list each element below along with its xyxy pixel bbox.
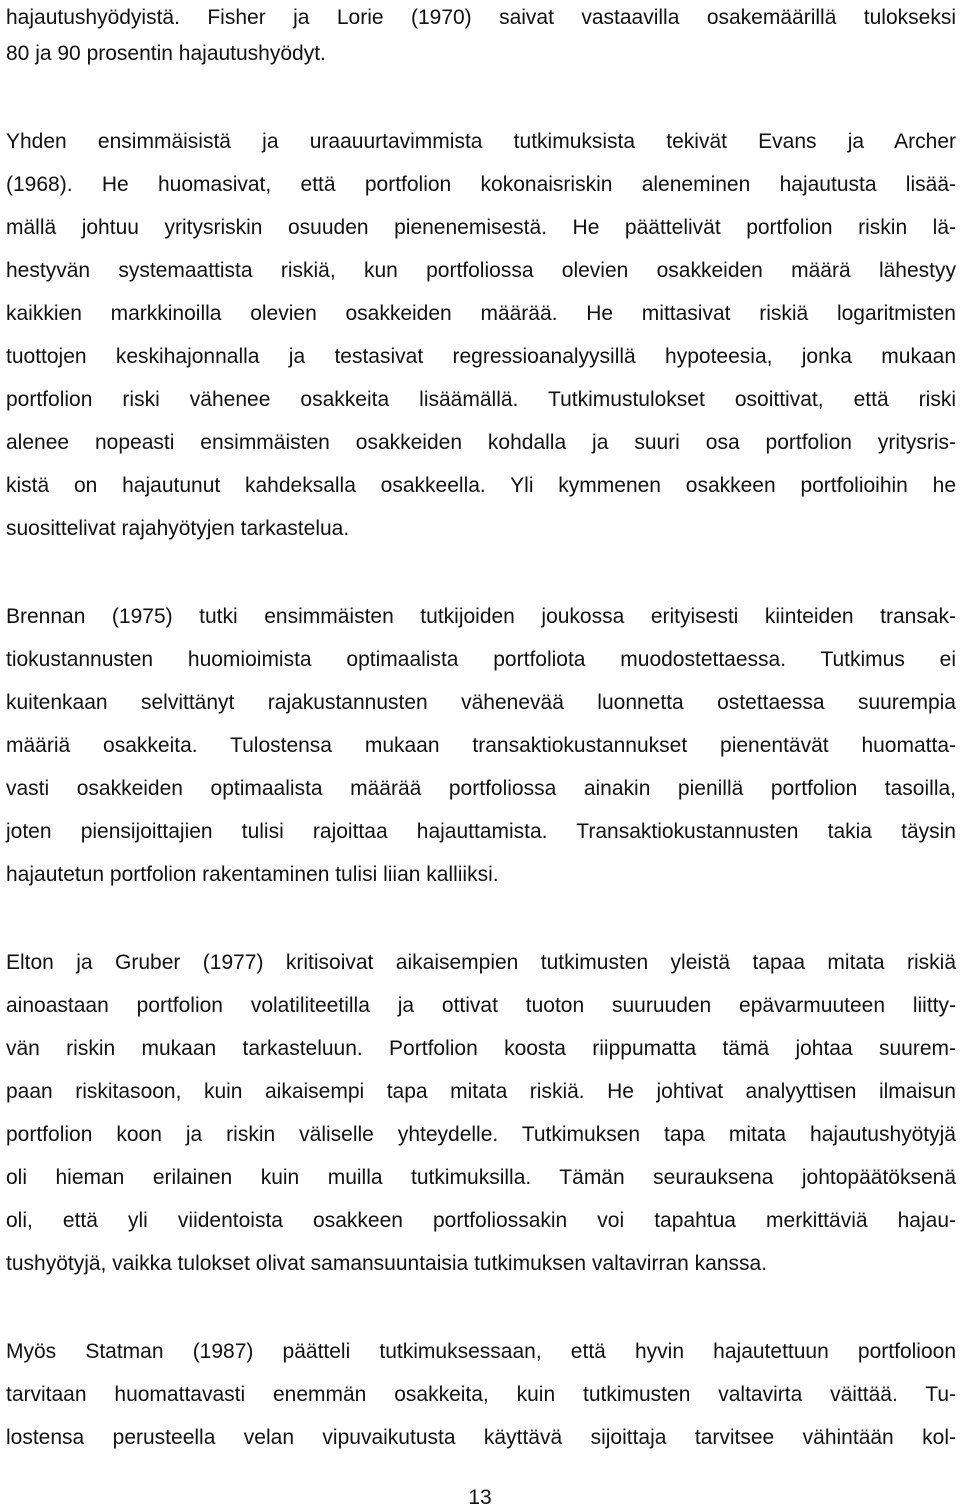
text-line: tiokustannusten huomioimista optimaalista portfoliota muodostettaessa. Tutkimus ei (6, 648, 956, 671)
text-line: Elton ja Gruber (1977) kritisoivat aikaisempien tutkimusten yleistä tapaa mitata riskiä (6, 951, 956, 974)
text-line: 80 ja 90 prosentin hajautushyödyt. (6, 42, 326, 65)
text-line: Myös Statman (1987) päätteli tutkimuksessaan, että hyvin hajautettuun portfolioon (6, 1340, 956, 1363)
text-line: paan riskitasoon, kuin aikaisempi tapa mitata riskiä. He johtivat analyyttisen ilmaisun (6, 1080, 956, 1103)
text-line: alenee nopeasti ensimmäisten osakkeiden kohdalla ja suuri osa portfolion yritysris- (6, 431, 956, 454)
page-number: 13 (468, 1486, 492, 1509)
text-line: (1968). He huomasivat, että portfolion kokonaisriskin aleneminen hajautusta lisää- (6, 173, 956, 196)
text-line: kistä on hajautunut kahdeksalla osakkeella. Yli kymmenen osakkeen portfolioihin he (6, 474, 956, 497)
text-line: kaikkien markkinoilla olevien osakkeiden määrää. He mittasivat riskiä logaritmisten (6, 302, 956, 325)
text-line: hestyvän systemaattista riskiä, kun portfoliossa olevien osakkeiden määrä lähestyy (6, 259, 956, 282)
text-line: hajautetun portfolion rakentaminen tulisi liian kalliiksi. (6, 863, 499, 886)
text-line: portfolion koon ja riskin väliselle yhteydelle. Tutkimuksen tapa mitata hajautushyötyjä (6, 1123, 956, 1146)
text-line: suosittelivat rajahyötyjen tarkastelua. (6, 517, 350, 540)
text-line: vän riskin mukaan tarkasteluun. Portfolion koosta riippumatta tämä johtaa suurem- (6, 1037, 956, 1060)
text-line: joten piensijoittajien tulisi rajoittaa hajauttamista. Transaktiokustannusten takia täysin (6, 820, 956, 843)
text-line: tushyötyjä, vaikka tulokset olivat samansuuntaisia tutkimuksen valtavirran kanssa. (6, 1252, 768, 1275)
text-line: oli, että yli viidentoista osakkeen portfoliossakin voi tapahtua merkittäviä hajau- (6, 1209, 956, 1232)
text-line: vasti osakkeiden optimaalista määrää portfoliossa ainakin pienillä portfolion tasoilla, (6, 777, 956, 800)
text-line: mällä johtuu yritysriskin osuuden pienenemisestä. He päättelivät portfolion riskin lä- (6, 216, 956, 239)
text-line: hajautushyödyistä. Fisher ja Lorie (1970) saivat vastaavilla osakemäärillä tulokseksi (6, 6, 956, 29)
text-line: lostensa perusteella velan vipuvaikutusta käyttävä sijoittaja tarvitsee vähintään kol- (6, 1426, 956, 1449)
text-line: Brennan (1975) tutki ensimmäisten tutkijoiden joukossa erityisesti kiinteiden transak- (6, 605, 956, 628)
text-line: ainoastaan portfolion volatiliteetilla ja ottivat tuoton suuruuden epävarmuuteen liitty- (6, 994, 956, 1017)
text-line: oli hieman erilainen kuin muilla tutkimuksilla. Tämän seurauksena johtopäätöksenä (6, 1166, 956, 1189)
text-line: Yhden ensimmäisistä ja uraauurtavimmista tutkimuksista tekivät Evans ja Archer (6, 130, 956, 153)
text-line: portfolion riski vähenee osakkeita lisäämällä. Tutkimustulokset osoittivat, että riski (6, 388, 956, 411)
text-line: kuitenkaan selvittänyt rajakustannusten vähenevää luonnetta ostettaessa suurempia (6, 691, 956, 714)
text-line: määriä osakkeita. Tulostensa mukaan transaktiokustannukset pienentävät huomatta- (6, 734, 956, 757)
text-line: tarvitaan huomattavasti enemmän osakkeita, kuin tutkimusten valtavirta väittää. Tu- (6, 1383, 956, 1406)
text-line: tuottojen keskihajonnalla ja testasivat regressioanalyysillä hypoteesia, jonka mukaan (6, 345, 956, 368)
